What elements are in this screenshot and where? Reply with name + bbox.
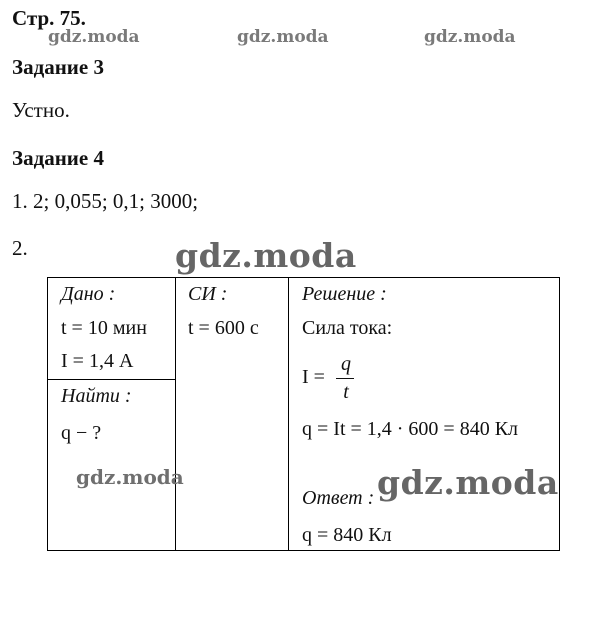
formula-denominator: t	[343, 381, 349, 403]
table-divider	[175, 278, 176, 550]
formula-lhs: I =	[302, 366, 325, 388]
table-divider	[48, 379, 176, 380]
given-time: t = 10 мин	[61, 317, 147, 339]
si-time: t = 600 с	[188, 317, 259, 339]
task4-item2-label: 2.	[12, 236, 28, 260]
answer-header: Ответ :	[302, 487, 375, 509]
watermark: gdz.moda	[424, 27, 516, 47]
solution-header: Решение :	[302, 283, 387, 305]
watermark: gdz.moda	[48, 27, 140, 47]
solution-text: Сила тока:	[302, 317, 393, 339]
watermark: gdz.moda	[76, 465, 184, 489]
find-charge: q − ?	[61, 422, 102, 444]
table-divider	[288, 278, 289, 550]
task3-answer: Устно.	[12, 98, 70, 122]
given-header: Дано :	[61, 283, 116, 305]
watermark: gdz.moda	[175, 236, 357, 275]
task4-heading: Задание 4	[12, 146, 104, 170]
formula-numerator: q	[341, 353, 351, 375]
solution-calculation: q = It = 1,4 · 600 = 840 Кл	[302, 418, 519, 440]
find-header: Найти :	[61, 385, 132, 407]
given-current: I = 1,4 А	[61, 350, 134, 372]
fraction-bar	[336, 378, 354, 379]
task3-heading: Задание 3	[12, 55, 104, 79]
si-header: СИ :	[188, 283, 228, 305]
watermark: gdz.moda	[237, 27, 329, 47]
page-reference: Стр. 75.	[12, 6, 86, 30]
answer-value: q = 840 Кл	[302, 524, 392, 546]
task4-item1: 1. 2; 0,055; 0,1; 3000;	[12, 189, 199, 213]
watermark: gdz.moda	[377, 463, 559, 502]
